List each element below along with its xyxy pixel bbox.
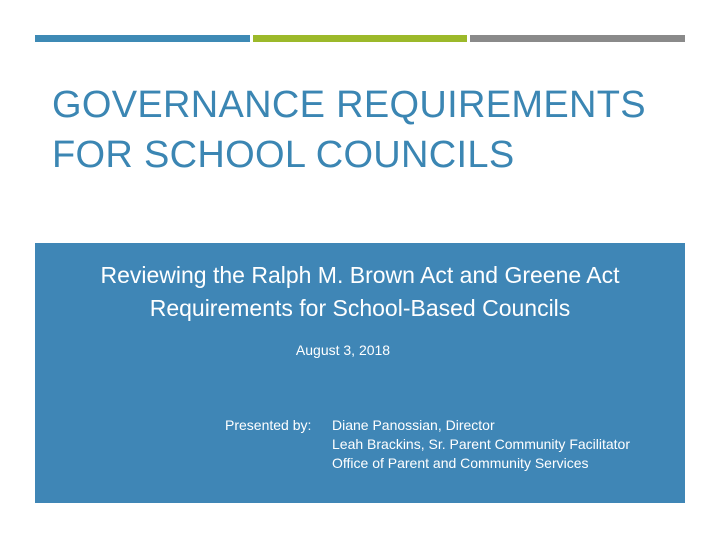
top-bar-green — [253, 35, 468, 42]
presenter-list — [332, 416, 630, 473]
decorative-top-bars — [35, 35, 685, 42]
slide-subtitle-line-1: Reviewing the Ralph M. Brown Act and Greene Act — [100, 262, 620, 288]
presentation-date: August 3, 2018 — [295, 342, 391, 358]
presenter-2: Leah Brackins, Sr. Parent Community Facilitator — [332, 436, 631, 452]
slide-title-line-2: FOR SCHOOL COUNCILS — [52, 134, 515, 176]
top-bar-gray — [470, 35, 685, 42]
presenter-3: Office of Parent and Community Services — [332, 455, 589, 471]
top-bar-blue — [35, 35, 250, 42]
slide-title — [52, 80, 692, 180]
slide-subtitle — [35, 259, 685, 325]
slide-subtitle-line-2: Requirements for School-Based Councils — [149, 295, 571, 321]
presented-by-label: Presented by: — [225, 417, 312, 433]
presenter-1: Diane Panossian, Director — [332, 417, 495, 433]
subtitle-panel — [35, 243, 685, 503]
slide-title-line-1: GOVERNANCE REQUIREMENTS — [52, 84, 646, 126]
